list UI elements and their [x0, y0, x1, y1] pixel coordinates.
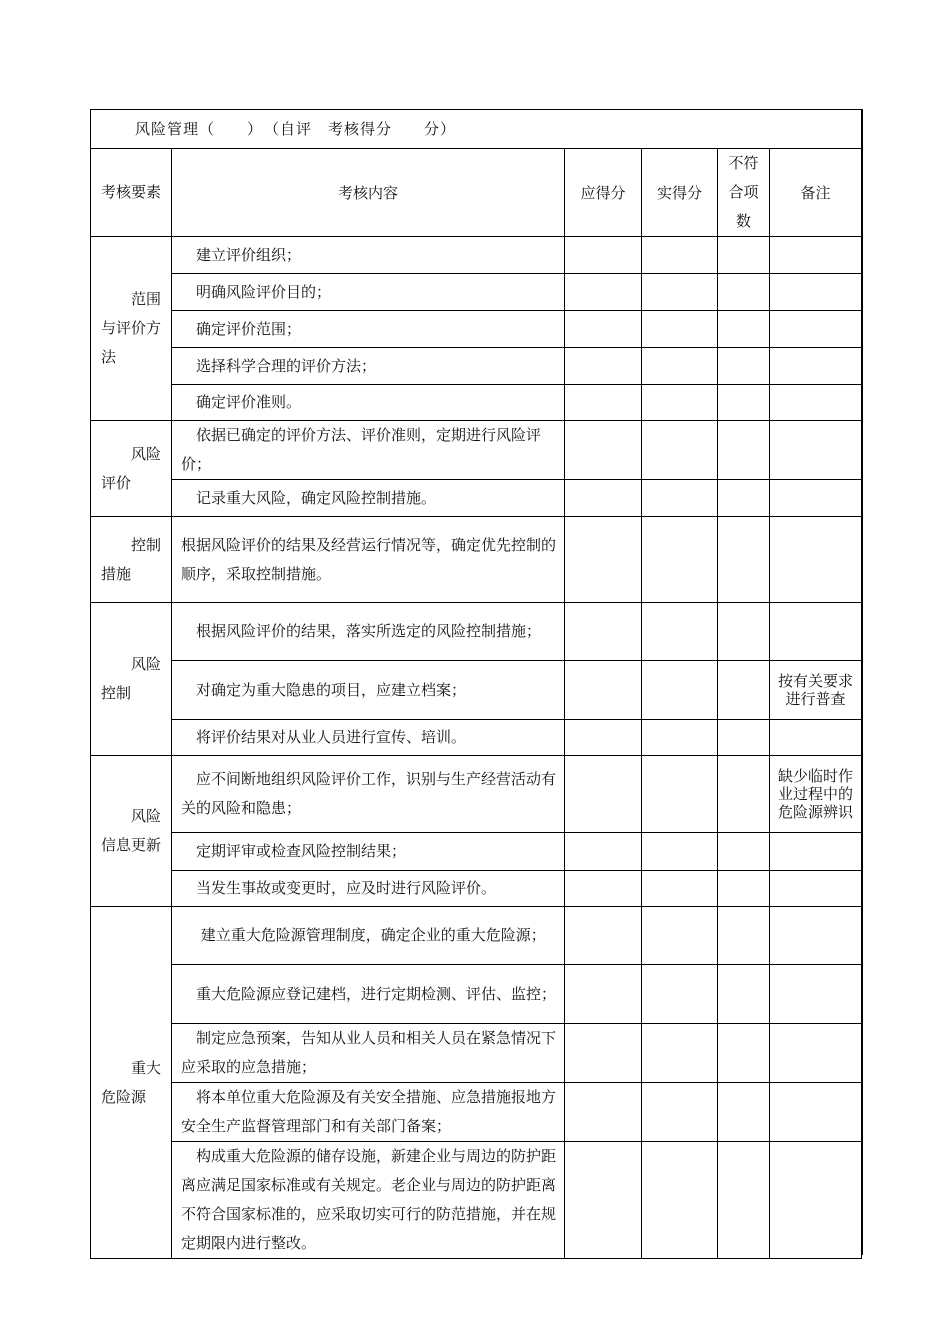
nonconform-count-cell[interactable] [718, 348, 770, 385]
assessment-element: 风险控制 [91, 603, 172, 756]
actual-score-cell[interactable] [642, 603, 718, 661]
actual-score-cell[interactable] [642, 480, 718, 517]
header-nonconform-count: 不符合项数 [718, 149, 770, 237]
assessment-content: 确定评价范围； [172, 311, 565, 348]
assessment-content: 选择科学合理的评价方法； [172, 348, 565, 385]
remark-cell[interactable]: 按有关要求进行普查 [770, 661, 862, 720]
assessment-content: 对确定为重大隐患的项目，应建立档案； [172, 661, 565, 720]
assessment-content: 根据风险评价的结果及经营运行情况等，确定优先控制的顺序，采取控制措施。 [172, 517, 565, 603]
table-row [91, 833, 862, 871]
assessment-content: 依据已确定的评价方法、评价准则，定期进行风险评价； [172, 421, 565, 480]
nonconform-count-cell[interactable] [718, 965, 770, 1024]
nonconform-count-cell[interactable] [718, 1142, 770, 1259]
nonconform-count-cell[interactable] [718, 603, 770, 661]
title-row [91, 110, 862, 149]
nonconform-count-cell[interactable] [718, 385, 770, 421]
due-score-cell[interactable] [565, 603, 642, 661]
remark-cell[interactable] [770, 1083, 862, 1142]
header-element: 考核要素 [91, 149, 172, 237]
remark-cell[interactable] [770, 720, 862, 756]
table-row [91, 720, 862, 756]
nonconform-count-cell[interactable] [718, 661, 770, 720]
table-row [91, 385, 862, 421]
nonconform-count-cell[interactable] [718, 517, 770, 603]
due-score-cell[interactable] [565, 907, 642, 965]
remark-cell[interactable] [770, 833, 862, 871]
table-row [91, 756, 862, 833]
table-row [91, 274, 862, 311]
due-score-cell[interactable] [565, 385, 642, 421]
table-row [91, 1083, 862, 1142]
actual-score-cell[interactable] [642, 348, 718, 385]
header-row [91, 149, 862, 237]
nonconform-count-cell[interactable] [718, 274, 770, 311]
due-score-cell[interactable] [565, 1083, 642, 1142]
remark-cell[interactable] [770, 311, 862, 348]
due-score-cell[interactable] [565, 871, 642, 907]
table-row [91, 480, 862, 517]
actual-score-cell[interactable] [642, 907, 718, 965]
actual-score-cell[interactable] [642, 1083, 718, 1142]
nonconform-count-cell[interactable] [718, 1024, 770, 1083]
due-score-cell[interactable] [565, 756, 642, 833]
remark-cell[interactable] [770, 517, 862, 603]
remark-cell[interactable] [770, 965, 862, 1024]
header-actual-score: 实得分 [642, 149, 718, 237]
remark-cell[interactable] [770, 274, 862, 311]
actual-score-cell[interactable] [642, 871, 718, 907]
actual-score-cell[interactable] [642, 385, 718, 421]
actual-score-cell[interactable] [642, 237, 718, 274]
risk-assessment-table [90, 109, 862, 1259]
actual-score-cell[interactable] [642, 1142, 718, 1259]
table-row [91, 348, 862, 385]
due-score-cell[interactable] [565, 237, 642, 274]
table-title: 风险管理（ ） （自评 考核得分 分） [91, 110, 862, 149]
actual-score-cell[interactable] [642, 274, 718, 311]
header-remark: 备注 [770, 149, 862, 237]
actual-score-cell[interactable] [642, 311, 718, 348]
assessment-content: 建立重大危险源管理制度，确定企业的重大危险源； [172, 907, 565, 965]
due-score-cell[interactable] [565, 833, 642, 871]
table-row [91, 871, 862, 907]
assessment-content: 当发生事故或变更时，应及时进行风险评价。 [172, 871, 565, 907]
assessment-content: 建立评价组织； [172, 237, 565, 274]
table-row [91, 1142, 862, 1259]
assessment-element: 重大危险源 [91, 907, 172, 1259]
assessment-element: 风险信息更新 [91, 756, 172, 907]
nonconform-count-cell[interactable] [718, 1083, 770, 1142]
nonconform-count-cell[interactable] [718, 720, 770, 756]
actual-score-cell[interactable] [642, 421, 718, 480]
remark-cell[interactable] [770, 871, 862, 907]
due-score-cell[interactable] [565, 311, 642, 348]
remark-cell[interactable] [770, 1024, 862, 1083]
assessment-content: 根据风险评价的结果，落实所选定的风险控制措施； [172, 603, 565, 661]
table-row [91, 421, 862, 480]
assessment-element: 风险评价 [91, 421, 172, 517]
due-score-cell[interactable] [565, 517, 642, 603]
due-score-cell[interactable] [565, 480, 642, 517]
remark-cell[interactable] [770, 421, 862, 480]
table-row [91, 311, 862, 348]
table-row [91, 661, 862, 720]
due-score-cell[interactable] [565, 661, 642, 720]
assessment-content: 重大危险源应登记建档，进行定期检测、评估、监控； [172, 965, 565, 1024]
actual-score-cell[interactable] [642, 517, 718, 603]
nonconform-count-cell[interactable] [718, 756, 770, 833]
table-right-edge [861, 109, 863, 1255]
nonconform-count-cell[interactable] [718, 907, 770, 965]
assessment-content: 将评价结果对从业人员进行宣传、培训。 [172, 720, 565, 756]
nonconform-count-cell[interactable] [718, 421, 770, 480]
due-score-cell[interactable] [565, 274, 642, 311]
due-score-cell[interactable] [565, 421, 642, 480]
remark-cell[interactable] [770, 1142, 862, 1259]
actual-score-cell[interactable] [642, 1024, 718, 1083]
due-score-cell[interactable] [565, 348, 642, 385]
remark-cell[interactable] [770, 603, 862, 661]
assessment-element: 范围与评价方法 [91, 237, 172, 421]
nonconform-count-cell[interactable] [718, 237, 770, 274]
assessment-content: 将本单位重大危险源及有关安全措施、应急措施报地方安全生产监督管理部门和有关部门备案； [172, 1083, 565, 1142]
assessment-content: 确定评价准则。 [172, 385, 565, 421]
table-row [91, 517, 862, 603]
nonconform-count-cell[interactable] [718, 480, 770, 517]
table-row [91, 907, 862, 965]
nonconform-count-cell[interactable] [718, 871, 770, 907]
actual-score-cell[interactable] [642, 756, 718, 833]
assessment-content: 定期评审或检查风险控制结果； [172, 833, 565, 871]
actual-score-cell[interactable] [642, 720, 718, 756]
due-score-cell[interactable] [565, 720, 642, 756]
assessment-content: 构成重大危险源的储存设施，新建企业与周边的防护距离应满足国家标准或有关规定。老企业与周边的防护距离不符合国家标准的，应采取切实可行的防范措施，并在规定期限内进行整改。 [172, 1142, 565, 1259]
table-row [91, 965, 862, 1024]
assessment-content: 应不间断地组织风险评价工作，识别与生产经营活动有关的风险和隐患； [172, 756, 565, 833]
remark-cell[interactable] [770, 385, 862, 421]
assessment-sheet [90, 109, 861, 1259]
header-content: 考核内容 [172, 149, 565, 237]
remark-cell[interactable] [770, 480, 862, 517]
table-row [91, 237, 862, 274]
assessment-content: 明确风险评价目的； [172, 274, 565, 311]
due-score-cell[interactable] [565, 1142, 642, 1259]
actual-score-cell[interactable] [642, 965, 718, 1024]
remark-cell[interactable] [770, 907, 862, 965]
assessment-element: 控制措施 [91, 517, 172, 603]
assessment-content: 记录重大风险，确定风险控制措施。 [172, 480, 565, 517]
due-score-cell[interactable] [565, 965, 642, 1024]
table-row [91, 603, 862, 661]
actual-score-cell[interactable] [642, 661, 718, 720]
table-row [91, 1024, 862, 1083]
nonconform-count-cell[interactable] [718, 833, 770, 871]
remark-cell[interactable]: 缺少临时作业过程中的危险源辨识 [770, 756, 862, 833]
nonconform-count-cell[interactable] [718, 311, 770, 348]
assessment-content: 制定应急预案，告知从业人员和相关人员在紧急情况下应采取的应急措施； [172, 1024, 565, 1083]
actual-score-cell[interactable] [642, 833, 718, 871]
remark-cell[interactable] [770, 348, 862, 385]
remark-cell[interactable] [770, 237, 862, 274]
header-due-score: 应得分 [565, 149, 642, 237]
due-score-cell[interactable] [565, 1024, 642, 1083]
